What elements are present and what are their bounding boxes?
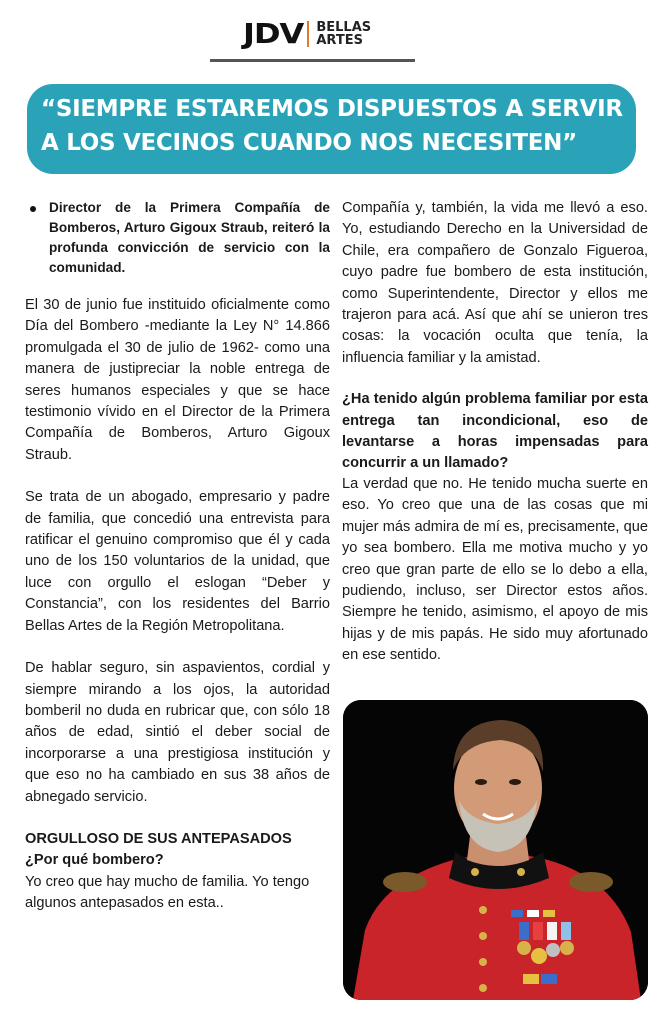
answer-1: Yo creo que hay mucho de familia. Yo tengo algunos antepasados en esta.. — [25, 873, 310, 912]
question-2: ¿Ha tenido algún problema familiar por esta entrega tan incondicional, eso de levantarse a horas impensadas para concurrir a un llamado? — [342, 391, 648, 472]
logo-separator — [307, 21, 309, 47]
logo-text — [316, 21, 371, 47]
bullet-item — [25, 198, 330, 278]
header-divider — [210, 59, 415, 62]
quote-banner — [27, 84, 636, 174]
portrait-photo — [343, 700, 648, 1000]
answer-1-continued: Compañía y, también, la vida me llevó a eso. Yo, estudiando Derecho en la Universidad de Chile, era compañero de Gonzalo Figueroa, cuyo padre fue bombero de esta institución, como Superintendente, Director y ellos me trajeron para acá. Así que ahí se unieron tres cosas: la vocación oculta que tenía, la influencia familiar y la amistad. — [342, 200, 648, 366]
bullet-dot-icon — [30, 206, 36, 212]
paragraph-3: De hablar seguro, sin aspavientos, cordial y siempre mirando a los ojos, la autoridad bomberil no duda en rubricar que, con sólo 18 años de edad, sintió el deber social de incorporarse a una prestigiosa institución y que eso no ha cambiado en sus 38 años de abnegado servicio. — [25, 660, 330, 805]
right-column — [342, 198, 648, 667]
jdv-bellas-artes-logo — [243, 17, 372, 50]
paragraph-2: Se trata de un abogado, empresario y padre de familia, que concedió una entrevista para ratificar el genuino compromiso que él y cada uno de los 150 voluntarios de la unidad, que luce con orgullo el eslogan “Deber y Constancia”, con los residentes del Barrio Bellas Artes de la Región Metropolitana. — [25, 489, 330, 634]
logo-line-1: BELLAS — [316, 20, 372, 35]
left-column — [25, 198, 330, 915]
banner-quote: “SIEMPRE ESTAREMOS DISPUESTOS A SERVIR A LOS VECINOS CUANDO NOS NECESITEN” — [41, 96, 623, 156]
section-heading: ORGULLOSO DE SUS ANTEPASADOS — [25, 830, 292, 847]
answer-2: La verdad que no. He tenido mucha suerte en eso. Yo creo que una de las cosas que mi mujer más admira de mí es, precisamente, que yo sea bombero. Ella me motiva mucho y yo creo que gran parte de ello se lo debo a ella, pudiendo, incluso, ser Director estos años. Siempre he tenido, asimismo, el apoyo de mis hijas y de mis papás. He sido muy afortunado en ese sentido. — [342, 475, 648, 664]
bullet-text: Director de la Primera Compañía de Bomberos, Arturo Gigoux Straub, reiteró la profunda convicción de servicio con la comunidad. — [49, 200, 330, 275]
paragraph-1: El 30 de junio fue instituido oficialmente como Día del Bombero -mediante la Ley N° 14.866 promulgada el 30 de julio de 1962- como una manera de justipreciar la noble entrega de seres humanos especiales y que se hace testimonio vívido en el Director de la Primera Compañía de Bomberos, Arturo Gigoux Straub. — [25, 297, 330, 463]
logo-line-2: ARTES — [316, 33, 363, 48]
logo-mark: JDV — [243, 17, 304, 50]
page-header — [0, 18, 663, 58]
portrait-illustration — [343, 700, 648, 1000]
question-1: ¿Por qué bombero? — [25, 852, 164, 869]
